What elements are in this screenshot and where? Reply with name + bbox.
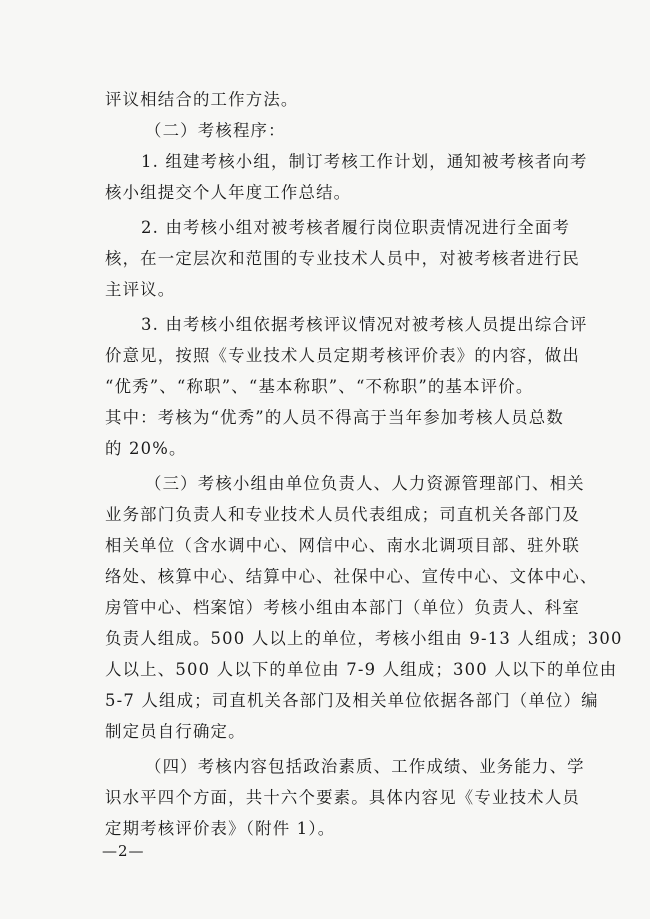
text-line: 主评议。 xyxy=(105,280,176,299)
text-line: 评议相结合的工作方法。 xyxy=(105,90,299,109)
document-body xyxy=(105,84,623,844)
text-line: 识水平四个方面，共十六个要素。具体内容见《专业技术人员 xyxy=(105,788,580,807)
text-line: 人以上、500 人以下的单位由 7-9 人组成；300 人以下的单位由 xyxy=(105,660,618,679)
text-line: 络处、核算中心、结算中心、社保中心、宣传中心、文体中心、 xyxy=(105,567,598,586)
text-line: 5-7 人组成；司直机关各部门及相关单位依据各部门（单位）编 xyxy=(105,691,599,710)
section-heading: （二）考核程序： xyxy=(145,121,286,140)
section-paragraph: （三）考核小组由单位负责人、人力资源管理部门、相关 xyxy=(145,474,585,493)
text-line: 其中：考核为“优秀”的人员不得高于当年参加考核人员总数 xyxy=(105,408,564,427)
section-paragraph: （四）考核内容包括政治素质、工作成绩、业务能力、学 xyxy=(145,757,585,776)
text-line: 相关单位（含水调中心、网信中心、南水北调项目部、驻外联 xyxy=(105,536,580,555)
text-line: 制定员自行确定。 xyxy=(105,722,246,741)
text-line: 定期考核评价表》（附件 1）。 xyxy=(105,819,336,838)
text-line: 1. 组建考核小组，制订考核工作计划，通知被考核者向考 xyxy=(141,152,588,171)
text-line: 价意见，按照《专业技术人员定期考核评价表》的内容，做出 xyxy=(105,346,580,365)
text-line: 负责人组成。500 人以上的单位，考核小组由 9-13 人组成；300 xyxy=(105,629,623,648)
text-line: 房管中心、档案馆）考核小组由本部门（单位）负责人、科室 xyxy=(105,598,580,617)
text-line: 3. 由考核小组依据考核评议情况对被考核人员提出综合评 xyxy=(141,315,588,334)
text-line: 核小组提交个人年度工作总结。 xyxy=(105,183,352,202)
page-number: —2— xyxy=(102,842,145,860)
text-line: 业务部门负责人和专业技术人员代表组成；司直机关各部门及 xyxy=(105,505,580,524)
text-line: “优秀”、“称职”、“基本称职”、“不称职”的基本评价。 xyxy=(105,377,534,396)
text-line: 核，在一定层次和范围的专业技术人员中，对被考核者进行民 xyxy=(105,249,580,268)
text-line: 的 20%。 xyxy=(105,439,187,458)
text-line: 2. 由考核小组对被考核者履行岗位职责情况进行全面考 xyxy=(141,218,571,237)
